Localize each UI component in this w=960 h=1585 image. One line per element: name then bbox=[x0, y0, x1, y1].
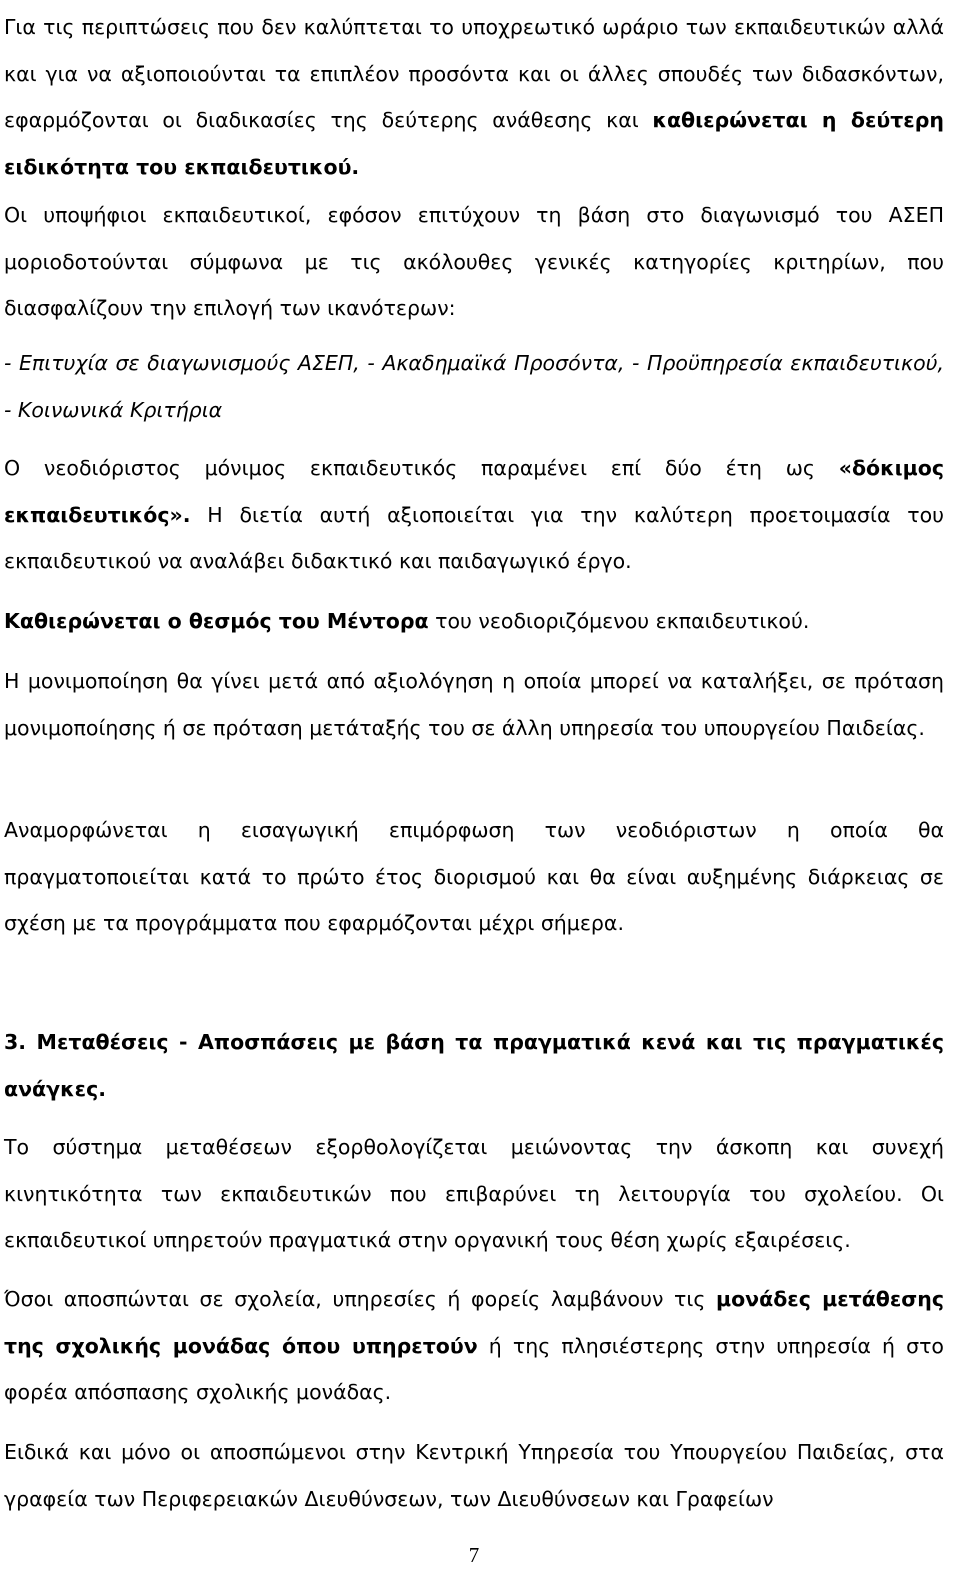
bold-phrase: «δόκιμος εκπαιδευτικός». bbox=[4, 456, 944, 527]
bold-phrase: Καθιερώνεται ο θεσμός του Μέντορα bbox=[4, 609, 429, 633]
paragraph-permanency: Η μονιμοποίηση θα γίνει μετά από αξιολόγηση η οποία μπορεί να καταλήξει, σε πρόταση μονιμοποίησης ή σε πρόταση μετάταξής του σε άλλη υπηρεσία του υπουργείου Παιδείας. bbox=[4, 669, 944, 740]
paragraph-candidates-criteria: Οι υποψήφιοι εκπαιδευτικοί, εφόσον επιτύχουν τη βάση στο διαγωνισμό του ΑΣΕΠ μοριοδοτούνται σύμφωνα με τις ακόλουθες γενικές κατηγορίες κριτηρίων, που διασφαλίζουν την επιλογή των ικανότερων: bbox=[4, 203, 944, 320]
criteria-list-text: - Επιτυχία σε διαγωνισμούς ΑΣΕΠ, - Ακαδημαϊκά Προσόντα, - Προϋπηρεσία εκπαιδευτικού, - Κοινωνικά Κριτήρια bbox=[4, 351, 944, 422]
paragraph-second-assignment bbox=[4, 4, 944, 190]
paragraph-text: του νεοδιοριζόμενου εκπαιδευτικού. bbox=[428, 609, 810, 633]
section-heading-text: 3. Μεταθέσεις - Αποσπάσεις με βάση τα πραγματικά κενά και τις πραγματικές ανάγκες. bbox=[4, 1030, 944, 1101]
paragraph-mentor bbox=[4, 598, 944, 645]
bold-phrase: καθιερώνεται η δεύτερη ειδικότητα του εκπαιδευτικού. bbox=[4, 108, 944, 179]
paragraph-probationary bbox=[4, 445, 944, 585]
paragraph-induction-training: Αναμορφώνεται η εισαγωγική επιμόρφωση των νεοδιόριστων η οποία θα πραγματοποιείται κατά το πρώτο έτος διορισμού και θα είναι αυξημένης διάρκειας σε σχέση με τα προγράμματα που εφαρμόζονται μέχρι σήμερα. bbox=[4, 818, 944, 935]
section-heading-transfers bbox=[4, 1019, 944, 1112]
paragraph-secondment-units bbox=[4, 1276, 944, 1416]
page-number: 7 bbox=[468, 1543, 480, 1567]
paragraph-text: Για τις περιπτώσεις που δεν καλύπτεται το υποχρεωτικό ωράριο των εκπαιδευτικών αλλά και για να αξιοποιούνται τα επιπλέον προσόντα και οι άλλες σπουδές των διδασκόντων, εφαρμόζονται οι διαδικασίες της δεύτερης ανάθεσης και bbox=[4, 15, 944, 132]
paragraph-transfer-system: Το σύστημα μεταθέσεων εξορθολογίζεται μειώνοντας την άσκοπη και συνεχή κινητικότητα των εκπαιδευτικών που επιβαρύνει τη λειτουργία του σχολείου. Οι εκπαιδευτικοί υπηρετούν πραγματικά στην οργανική τους θέση χωρίς εξαιρέσεις. bbox=[4, 1135, 944, 1252]
bold-phrase: μονάδες μετάθεσης της σχολικής μονάδας όπου υπηρετούν bbox=[4, 1287, 944, 1358]
paragraph-text: Η διετία αυτή αξιοποιείται για την καλύτερη προετοιμασία του εκπαιδευτικού να αναλάβει διδακτικό και παιδαγωγικό έργο. bbox=[4, 502, 944, 573]
paragraph-central-service: Ειδικά και μόνο οι αποσπώμενοι στην Κεντρική Υπηρεσία του Υπουργείου Παιδείας, στα γραφεία των Περιφερειακών Διευθύνσεων, των Διευθύνσεων και Γραφείων bbox=[4, 1440, 944, 1511]
criteria-list bbox=[4, 340, 944, 433]
paragraph-text: Όσοι αποσπώνται σε σχολεία, υπηρεσίες ή φορείς λαμβάνουν τις bbox=[4, 1287, 716, 1311]
paragraph-text: ή της πλησιέστερης στην υπηρεσία ή στο φορέα απόσπασης σχολικής μονάδας. bbox=[4, 1333, 944, 1404]
paragraph-text: Ο νεοδιόριστος μόνιμος εκπαιδευτικός παραμένει επί δύο έτη ως bbox=[4, 456, 839, 480]
